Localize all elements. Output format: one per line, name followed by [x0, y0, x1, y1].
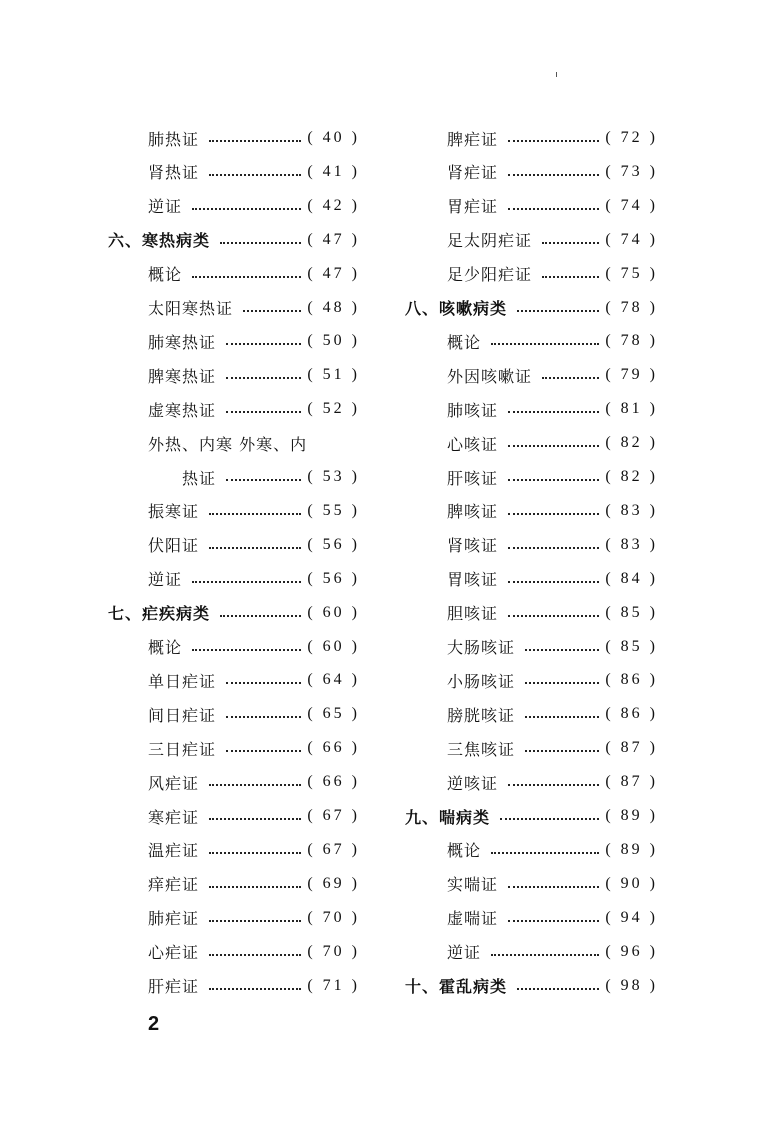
dot-leader: [226, 716, 301, 718]
dot-leader: [508, 886, 599, 888]
page-value: 51: [322, 366, 345, 384]
entry-page-number: ( 74 ): [605, 196, 658, 214]
entry-title: 外热、内寒 外寒、内: [148, 434, 308, 454]
toc-entry: [447, 668, 658, 692]
page-value: 42: [322, 196, 345, 214]
entry-page-number: ( 66 ): [307, 773, 360, 791]
entry-title: 寒疟证: [148, 807, 200, 827]
entry-title: 伏阳证: [148, 536, 200, 556]
entry-page-number: ( 89 ): [605, 807, 658, 824]
page-value: 47: [322, 230, 345, 248]
page-value: 41: [322, 162, 345, 180]
page-value: 74: [620, 196, 643, 214]
page-value: 56: [322, 569, 345, 587]
entry-page-number: ( 53 ): [307, 468, 360, 485]
toc-entry: [148, 736, 360, 760]
dot-leader: [491, 343, 599, 345]
dot-leader: [508, 174, 599, 176]
toc-chapter: [405, 804, 658, 828]
page-number: 2: [148, 1013, 160, 1035]
page-value: 90: [620, 874, 643, 892]
entry-page-number: ( 96 ): [605, 942, 658, 960]
entry-page-number: ( 55 ): [307, 501, 360, 519]
entry-page-number: ( 67 ): [307, 807, 360, 824]
page-value: 71: [322, 976, 345, 994]
toc-entry: [148, 397, 360, 421]
toc-entry: [447, 262, 658, 286]
page-value: 84: [620, 569, 643, 587]
dot-leader: [209, 513, 301, 515]
entry-page-number: ( 73 ): [605, 162, 658, 180]
entry-page-number: ( 52 ): [307, 400, 360, 418]
toc-entry: [447, 567, 658, 591]
dot-leader: [209, 920, 301, 922]
toc-entry: [148, 296, 360, 320]
page-value: 87: [620, 739, 643, 757]
entry-page-number: ( 56 ): [307, 535, 360, 553]
entry-title: 足太阴疟证: [447, 231, 533, 251]
page-value: 67: [322, 807, 345, 824]
entry-title: 十、霍乱病类: [405, 977, 508, 996]
entry-page-number: ( 50 ): [307, 332, 360, 350]
dot-leader: [508, 445, 599, 447]
entry-page-number: ( 56 ): [307, 569, 360, 587]
entry-title: 六、寒热病类: [108, 231, 211, 251]
page-value: 81: [620, 400, 643, 418]
toc-entry: [148, 872, 360, 896]
entry-page-number: ( 60 ): [307, 603, 360, 621]
page-value: 72: [620, 129, 643, 146]
entry-page-number: ( 86 ): [605, 705, 658, 723]
entry-page-number: ( 85 ): [605, 603, 658, 621]
scan-speck: [556, 72, 557, 77]
page-value: 74: [620, 230, 643, 248]
entry-page-number: ( 51 ): [307, 366, 360, 384]
entry-page-number: ( 84 ): [605, 569, 658, 587]
dot-leader: [508, 581, 599, 583]
toc-entry: [148, 940, 360, 964]
entry-title: 足少阳疟证: [447, 265, 533, 285]
toc-entry: [148, 329, 360, 353]
dot-leader: [542, 377, 599, 379]
entry-page-number: ( 67 ): [307, 840, 360, 858]
toc-entry: [447, 838, 658, 862]
toc-entry: [148, 567, 360, 591]
dot-leader: [209, 954, 301, 956]
dot-leader: [508, 547, 599, 549]
entry-title: 肺咳证: [447, 400, 499, 420]
entry-title: 概论: [148, 265, 183, 285]
entry-page-number: ( 82 ): [605, 468, 658, 485]
dot-leader: [542, 276, 599, 278]
toc-entry: [148, 363, 360, 387]
dot-leader: [220, 242, 301, 244]
dot-leader: [508, 479, 599, 481]
entry-title: 肺热证: [148, 129, 200, 149]
dot-leader: [226, 750, 301, 752]
toc-entry: [447, 329, 658, 353]
page-value: 83: [620, 535, 643, 553]
entry-title: 九、喘病类: [405, 807, 491, 827]
dot-leader: [192, 276, 301, 278]
entry-page-number: ( 74 ): [605, 230, 658, 248]
page-value: 55: [322, 501, 345, 519]
entry-title: 风疟证: [148, 773, 200, 793]
toc-entry: [447, 702, 658, 726]
toc-entry: [148, 668, 360, 692]
dot-leader: [508, 513, 599, 515]
entry-title: 逆证: [148, 570, 183, 590]
entry-page-number: ( 81 ): [605, 400, 658, 418]
entry-title: 逆证: [447, 943, 482, 963]
dot-leader: [226, 343, 301, 345]
toc-entry: [447, 940, 658, 964]
dot-leader: [508, 140, 599, 142]
toc-entry: [148, 906, 360, 930]
entry-page-number: ( 79 ): [605, 366, 658, 384]
entry-title: 脾疟证: [447, 129, 499, 149]
dot-leader: [500, 818, 599, 820]
page-value: 52: [322, 400, 345, 418]
toc-entry: [148, 804, 360, 828]
page-value: 85: [620, 637, 643, 655]
toc-entry: [447, 601, 658, 625]
dot-leader: [525, 682, 599, 684]
page-value: 65: [322, 705, 345, 723]
toc-entry: [148, 160, 360, 184]
page-value: 67: [322, 840, 345, 858]
page-value: 85: [620, 603, 643, 621]
entry-title: 痒疟证: [148, 875, 200, 895]
toc-entry: [148, 635, 360, 659]
entry-title: 肺寒热证: [148, 332, 217, 352]
entry-page-number: ( 47 ): [307, 230, 360, 248]
toc-entry: [182, 465, 360, 489]
toc-entry: [447, 906, 658, 930]
entry-title: 逆咳证: [447, 773, 499, 793]
page-value: 73: [620, 162, 643, 180]
page-value: 83: [620, 501, 643, 519]
dot-leader: [508, 615, 599, 617]
entry-title: 单日疟证: [148, 671, 217, 691]
dot-leader: [491, 954, 599, 956]
toc-chapter: [405, 974, 658, 998]
dot-leader: [209, 174, 301, 176]
entry-title: 脾咳证: [447, 502, 499, 522]
toc-entry: [148, 126, 360, 150]
toc-entry: [148, 974, 360, 998]
entry-page-number: ( 41 ): [307, 162, 360, 180]
dot-leader: [192, 581, 301, 583]
dot-leader: [226, 682, 301, 684]
entry-page-number: ( 47 ): [307, 264, 360, 282]
toc-entry: [447, 499, 658, 523]
page-value: 82: [620, 434, 643, 452]
entry-title: 三焦咳证: [447, 739, 516, 759]
entry-page-number: ( 89 ): [605, 840, 658, 858]
toc-entry: [447, 533, 658, 557]
entry-title: 概论: [447, 332, 482, 352]
page-value: 70: [322, 942, 345, 960]
entry-title: 肾热证: [148, 163, 200, 183]
page-value: 60: [322, 603, 345, 621]
entry-title: 肾疟证: [447, 163, 499, 183]
toc-chapter: [405, 296, 658, 320]
page-value: 47: [322, 264, 345, 282]
entry-title: 八、咳嗽病类: [405, 299, 508, 318]
entry-title: 温疟证: [148, 841, 200, 861]
entry-title: 热证: [182, 468, 217, 488]
entry-page-number: ( 70 ): [307, 942, 360, 960]
page-value: 98: [620, 976, 643, 994]
entry-title: 七、疟疾病类: [108, 604, 211, 624]
page-value: 96: [620, 942, 643, 960]
toc-entry: [447, 160, 658, 184]
dot-leader: [517, 310, 599, 312]
toc-entry: [447, 736, 658, 760]
entry-page-number: ( 66 ): [307, 739, 360, 757]
entry-title: 逆证: [148, 197, 183, 217]
entry-page-number: ( 78 ): [605, 332, 658, 350]
dot-leader: [525, 716, 599, 718]
entry-title: 概论: [148, 638, 183, 657]
entry-title: 概论: [447, 841, 482, 861]
entry-page-number: ( 86 ): [605, 671, 658, 689]
entry-title: 肺疟证: [148, 909, 200, 929]
toc-entry: [148, 499, 360, 523]
page-value: 89: [620, 840, 643, 858]
entry-page-number: ( 85 ): [605, 637, 658, 655]
dot-leader: [508, 920, 599, 922]
page-value: 86: [620, 705, 643, 723]
entry-title: 肾咳证: [447, 536, 499, 556]
toc-entry: [447, 635, 658, 659]
entry-title: 脾寒热证: [148, 366, 217, 386]
entry-page-number: ( 40 ): [307, 129, 360, 146]
toc-entry: [148, 533, 360, 557]
entry-page-number: ( 78 ): [605, 298, 658, 316]
page-value: 79: [620, 366, 643, 384]
page-value: 53: [322, 468, 345, 485]
dot-leader: [508, 784, 599, 786]
toc-entry: [447, 397, 658, 421]
entry-page-number: ( 69 ): [307, 874, 360, 892]
toc-entry: [447, 431, 658, 455]
entry-title: 太阳寒热证: [148, 299, 234, 318]
entry-title: 膀胱咳证: [447, 705, 516, 725]
entry-page-number: ( 83 ): [605, 501, 658, 519]
entry-page-number: ( 90 ): [605, 874, 658, 892]
entry-title: 三日疟证: [148, 739, 217, 759]
entry-page-number: ( 87 ): [605, 773, 658, 791]
dot-leader: [209, 818, 301, 820]
entry-page-number: ( 65 ): [307, 705, 360, 723]
page-value: 94: [620, 908, 643, 926]
toc-entry: [447, 126, 658, 150]
dot-leader: [517, 988, 599, 990]
entry-page-number: ( 48 ): [307, 298, 360, 316]
entry-page-number: ( 98 ): [605, 976, 658, 994]
page-value: 75: [620, 264, 643, 282]
toc-chapter: [108, 601, 360, 625]
entry-page-number: ( 71 ): [307, 976, 360, 994]
page-value: 87: [620, 773, 643, 791]
entry-title: 心疟证: [148, 943, 200, 963]
toc-entry: [447, 194, 658, 218]
entry-title: 心咳证: [447, 434, 499, 454]
entry-page-number: ( 72 ): [605, 129, 658, 146]
entry-page-number: ( 42 ): [307, 196, 360, 214]
toc-entry: [447, 228, 658, 252]
page-value: 48: [322, 298, 345, 316]
toc-entry: [447, 465, 658, 489]
toc-entry: [148, 262, 360, 286]
dot-leader: [192, 649, 301, 651]
entry-page-number: ( 75 ): [605, 264, 658, 282]
entry-title: 肝疟证: [148, 977, 200, 996]
toc-entry: [148, 770, 360, 794]
toc-entry: [148, 702, 360, 726]
entry-title: 小肠咳证: [447, 671, 516, 691]
toc-entry: [148, 194, 360, 218]
entry-page-number: ( 70 ): [307, 908, 360, 926]
entry-title: 胃疟证: [447, 197, 499, 217]
page-value: 60: [322, 637, 345, 655]
entry-page-number: ( 82 ): [605, 434, 658, 452]
dot-leader: [226, 479, 301, 481]
entry-page-number: ( 64 ): [307, 671, 360, 689]
entry-title: 虚喘证: [447, 909, 499, 929]
dot-leader: [209, 852, 301, 854]
entry-page-number: ( 94 ): [605, 908, 658, 926]
dot-leader: [525, 750, 599, 752]
dot-leader: [209, 988, 301, 990]
dot-leader: [491, 852, 599, 854]
entry-title: 振寒证: [148, 502, 200, 522]
page-value: 78: [620, 298, 643, 316]
toc-entry: [447, 872, 658, 896]
toc-entry: [148, 838, 360, 862]
page-value: 66: [322, 739, 345, 757]
dot-leader: [209, 784, 301, 786]
entry-page-number: ( 60 ): [307, 637, 360, 655]
dot-leader: [226, 411, 301, 413]
entry-title: 虚寒热证: [148, 400, 217, 420]
entry-title: 外因咳嗽证: [447, 366, 533, 386]
entry-title: 肝咳证: [447, 468, 499, 488]
entry-title: 间日疟证: [148, 705, 217, 725]
dot-leader: [226, 377, 301, 379]
dot-leader: [220, 615, 301, 617]
page-value: 78: [620, 332, 643, 350]
dot-leader: [192, 208, 301, 210]
entry-title: 胆咳证: [447, 604, 499, 624]
dot-leader: [508, 411, 599, 413]
page-value: 40: [322, 129, 345, 146]
entry-title: 大肠咳证: [447, 638, 516, 657]
page-value: 50: [322, 332, 345, 350]
page-value: 86: [620, 671, 643, 689]
page-value: 89: [620, 807, 643, 824]
page-value: 82: [620, 468, 643, 485]
toc-entry: [447, 770, 658, 794]
entry-title: 胃咳证: [447, 570, 499, 590]
dot-leader: [209, 547, 301, 549]
toc-entry: [148, 431, 307, 455]
page-value: 66: [322, 773, 345, 791]
dot-leader: [525, 649, 599, 651]
entry-page-number: ( 87 ): [605, 739, 658, 757]
toc-entry: [447, 363, 658, 387]
page-value: 69: [322, 874, 345, 892]
dot-leader: [243, 310, 301, 312]
page-value: 64: [322, 671, 345, 689]
toc-chapter: [108, 228, 360, 252]
entry-title: 实喘证: [447, 875, 499, 895]
dot-leader: [209, 140, 301, 142]
dot-leader: [508, 208, 599, 210]
page-value: 56: [322, 535, 345, 553]
dot-leader: [209, 886, 301, 888]
dot-leader: [542, 242, 599, 244]
page-value: 70: [322, 908, 345, 926]
entry-page-number: ( 83 ): [605, 535, 658, 553]
